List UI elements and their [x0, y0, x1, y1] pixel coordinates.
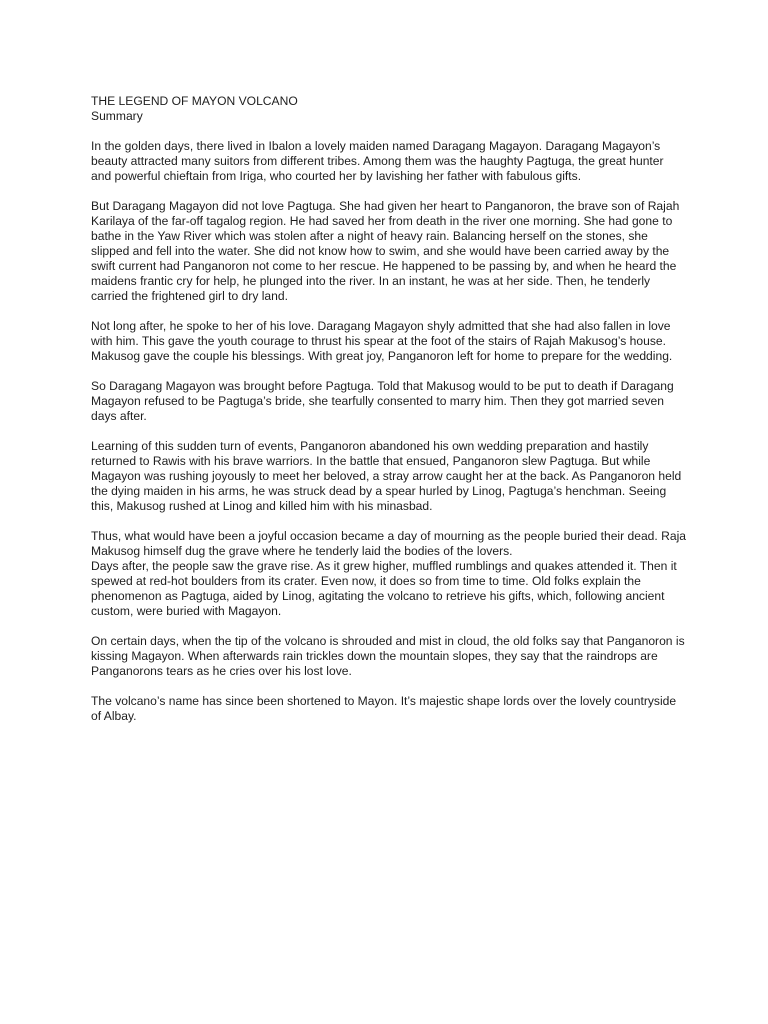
paragraph	[91, 439, 691, 514]
paragraph-line: Learning of this sudden turn of events, Panganoron abandoned his own wedding preparation and hastily	[91, 439, 649, 453]
paragraph	[91, 634, 691, 679]
paragraph-line: But Daragang Magayon did not love Pagtuga. She had given her heart to Panganoron, the brave son of Rajah	[91, 199, 680, 213]
paragraph-line: beauty attracted many suitors from different tribes. Among them was the haughty Pagtuga, the great hunter	[91, 154, 664, 168]
document-title: THE LEGEND OF MAYON VOLCANO	[91, 94, 298, 108]
paragraph-line: with him. This gave the youth courage to thrust his spear at the foot of the stairs of Rajah Makusog’s house.	[91, 334, 666, 348]
paragraph-line: maidens frantic cry for help, he plunged into the river. In an instant, he was at her side. Then, he tenderly	[91, 274, 651, 288]
title-block	[91, 94, 691, 124]
document-page	[91, 94, 691, 739]
paragraph-line: and powerful chieftain from Iriga, who courted her by lavishing her father with fabulous gifts.	[91, 169, 582, 183]
paragraph-line: kissing Magayon. When afterwards rain trickles down the mountain slopes, they say that the raindrops are	[91, 649, 658, 663]
paragraph	[91, 529, 691, 619]
paragraph-line: Not long after, he spoke to her of his love. Daragang Magayon shyly admitted that she had also fallen in love	[91, 319, 671, 333]
paragraph	[91, 379, 691, 424]
paragraph	[91, 199, 691, 304]
paragraph-line: Makusog himself dug the grave where he tenderly laid the bodies of the lovers.	[91, 544, 513, 558]
paragraph-line: Karilaya of the far-off tagalog region. He had saved her from death in the river one morning. She had gone to	[91, 214, 673, 228]
paragraph-line: Magayon refused to be Pagtuga’s bride, she tearfully consented to marry him. Then they got married seven	[91, 394, 664, 408]
paragraph-line: bathe in the Yaw River which was stolen after a night of heavy rain. Balancing herself on the stones, she	[91, 229, 648, 243]
paragraph-line: returned to Rawis with his brave warriors. In the battle that ensued, Panganoron slew Pagtuga. But while	[91, 454, 651, 468]
paragraph-line: Magayon was rushing joyously to meet her beloved, a stray arrow caught her at the back. As Panganoron held	[91, 469, 682, 483]
paragraph-line: Panganorons tears as he cries over his lost love.	[91, 664, 352, 678]
paragraph-line: custom, were buried with Magayon.	[91, 604, 282, 618]
paragraph-line: carried the frightened girl to dry land.	[91, 289, 288, 303]
paragraph-line: swift current had Panganoron not come to her rescue. He happened to be passing by, and when he heard the	[91, 259, 677, 273]
paragraph	[91, 139, 691, 184]
paragraphs-container	[91, 139, 691, 724]
paragraph-line: Days after, the people saw the grave rise. As it grew higher, muffled rumblings and quakes attended it. Then it	[91, 559, 677, 573]
paragraph-line: Makusog gave the couple his blessings. With great joy, Panganoron left for home to prepare for the wedding.	[91, 349, 673, 363]
document-subtitle: Summary	[91, 109, 143, 123]
paragraph-line: So Daragang Magayon was brought before Pagtuga. Told that Makusog would to be put to death if Daragang	[91, 379, 674, 393]
paragraph-line: phenomenon as Pagtuga, aided by Linog, agitating the volcano to retrieve his gifts, which, following ancient	[91, 589, 665, 603]
paragraph-line: days after.	[91, 409, 147, 423]
paragraph-line: The volcano’s name has since been shortened to Mayon. It’s majestic shape lords over the lovely countryside	[91, 694, 677, 708]
paragraph-line: this, Makusog rushed at Linog and killed him with his minasbad.	[91, 499, 433, 513]
paragraph	[91, 319, 691, 364]
paragraph-line: On certain days, when the tip of the volcano is shrouded and mist in cloud, the old folks say that Panganoron is	[91, 634, 685, 648]
paragraph-line: the dying maiden in his arms, he was struck dead by a spear hurled by Linog, Pagtuga’s henchman. Seeing	[91, 484, 667, 498]
paragraph-line: slipped and fell into the water. She did not know how to swim, and she would have been carried away by the	[91, 244, 670, 258]
paragraph-line: spewed at red-hot boulders from its crater. Even now, it does so from time to time. Old folks explain the	[91, 574, 641, 588]
paragraph-line: Thus, what would have been a joyful occasion became a day of mourning as the people buried their dead. Raja	[91, 529, 686, 543]
paragraph	[91, 694, 691, 724]
paragraph-line: of Albay.	[91, 709, 137, 723]
paragraph-line: In the golden days, there lived in Ibalon a lovely maiden named Daragang Magayon. Daragang Magayon’s	[91, 139, 661, 153]
